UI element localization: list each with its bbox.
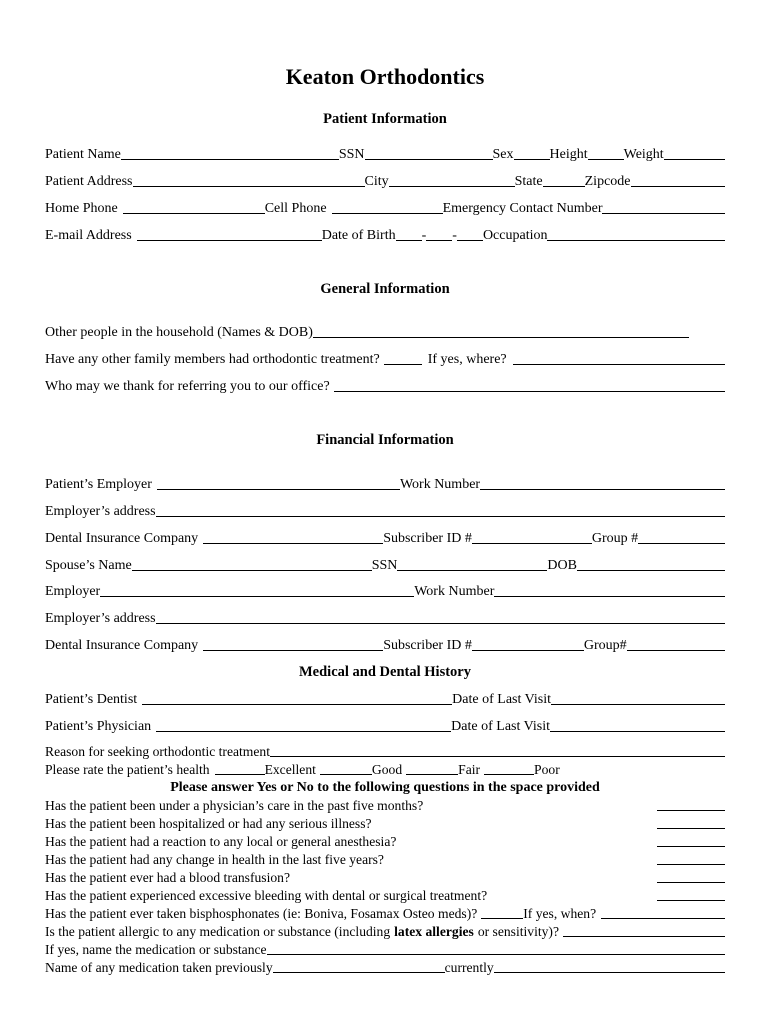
household-field[interactable] (313, 337, 689, 338)
row-rate-health (45, 761, 725, 779)
group-field[interactable] (638, 543, 725, 544)
fair-label: Fair (458, 762, 481, 777)
spouse-group-label: Group# (583, 638, 627, 653)
currently-field[interactable] (494, 972, 725, 973)
if-yes-where-field[interactable] (513, 364, 725, 365)
question-answer-field[interactable] (657, 846, 725, 847)
prev-medication-label: Name of any medication taken previously (45, 960, 273, 975)
spouse-subscriber-id-field[interactable] (472, 650, 584, 651)
household-label: Other people in the household (Names & DOB) (45, 325, 313, 340)
row-spouse (45, 555, 725, 575)
question-row (45, 797, 725, 815)
weight-label: Weight (623, 147, 664, 162)
if-yes-where-label: If yes, where? (427, 352, 507, 367)
section-heading-medical: Medical and Dental History (299, 664, 471, 680)
spouse-name-field[interactable] (132, 570, 372, 571)
physician-label: Patient’s Physician (45, 719, 152, 734)
dentist-field[interactable] (142, 704, 452, 705)
reason-field[interactable] (270, 756, 725, 757)
employer-address-field[interactable] (156, 516, 725, 517)
city-field[interactable] (389, 186, 515, 187)
dob-separator: - (452, 228, 457, 243)
spouse-work-number-label: Work Number (414, 584, 495, 599)
spouse-insurance-label: Dental Insurance Company (45, 638, 199, 653)
question-row (45, 833, 725, 851)
question-label: Has the patient had a reaction to any local or general anesthesia? (45, 834, 397, 849)
spouse-subscriber-id-label: Subscriber ID # (383, 638, 472, 653)
spouse-insurance-field[interactable] (203, 650, 383, 651)
patient-address-field[interactable] (133, 186, 365, 187)
insurance-label: Dental Insurance Company (45, 531, 199, 546)
fair-field[interactable] (406, 774, 458, 775)
spouse-group-field[interactable] (627, 650, 725, 651)
question-label: Has the patient experienced excessive bleeding with dental or surgical treatment? (45, 888, 488, 903)
insurance-field[interactable] (203, 543, 383, 544)
sex-label: Sex (492, 147, 514, 162)
dentist-label: Patient’s Dentist (45, 692, 138, 707)
section-heading-general: General Information (320, 281, 450, 297)
subscriber-id-label: Subscriber ID # (383, 531, 472, 546)
emergency-contact-field[interactable] (602, 213, 725, 214)
allergy-label-end: or sensitivity)? (477, 924, 559, 939)
if-yes-name-label: If yes, name the medication or substance (45, 942, 267, 957)
row-bisphosphonates (45, 905, 725, 923)
email-label: E-mail Address (45, 228, 132, 243)
referral-label: Who may we thank for referring you to our office? (45, 379, 330, 394)
work-number-label: Work Number (399, 477, 481, 492)
sex-field[interactable] (514, 159, 550, 160)
zipcode-label: Zipcode (584, 174, 631, 189)
email-field[interactable] (137, 240, 322, 241)
home-phone-field[interactable] (123, 213, 265, 214)
row-insurance (45, 528, 725, 548)
if-yes-name-field[interactable] (267, 954, 725, 955)
weight-field[interactable] (664, 159, 725, 160)
question-answer-field[interactable] (657, 810, 725, 811)
ssn-label: SSN (338, 147, 365, 162)
row-phones (45, 198, 725, 218)
row-spouse-employer (45, 581, 725, 601)
prev-medication-field[interactable] (273, 972, 445, 973)
cell-phone-label: Cell Phone (264, 201, 327, 216)
row-household (45, 322, 725, 342)
row-employer (45, 474, 725, 494)
spouse-ssn-label: SSN (371, 558, 398, 573)
excellent-field[interactable] (215, 774, 265, 775)
patient-address-label: Patient Address (45, 174, 133, 189)
row-physician (45, 716, 725, 736)
row-patient-name (45, 144, 725, 164)
employer-field[interactable] (157, 489, 400, 490)
spouse-work-number-field[interactable] (494, 596, 725, 597)
question-answer-field[interactable] (657, 882, 725, 883)
emergency-contact-label: Emergency Contact Number (442, 201, 603, 216)
zipcode-field[interactable] (631, 186, 726, 187)
latex-allergies-label: latex allergies (394, 924, 474, 939)
spouse-dob-label: DOB (547, 558, 577, 573)
spouse-employer-label: Employer (45, 584, 101, 599)
row-spouse-employer-address (45, 608, 725, 628)
currently-label: currently (444, 960, 494, 975)
cell-phone-field[interactable] (332, 213, 443, 214)
work-number-field[interactable] (480, 489, 725, 490)
row-allergy (45, 923, 725, 941)
reason-label: Reason for seeking orthodontic treatment (45, 744, 270, 759)
section-heading-patient: Patient Information (323, 111, 447, 127)
good-label: Good (371, 762, 403, 777)
dentist-last-visit-label: Date of Last Visit (452, 692, 551, 707)
family-ortho-field[interactable] (384, 364, 422, 365)
patient-name-label: Patient Name (45, 147, 121, 162)
ssn-field[interactable] (365, 159, 493, 160)
rate-health-label: Please rate the patient’s health (45, 762, 210, 777)
poor-label: Poor (534, 762, 560, 777)
question-label: Has the patient been hospitalized or had any serious illness? (45, 816, 372, 831)
spouse-employer-field[interactable] (100, 596, 414, 597)
row-employer-address (45, 501, 725, 521)
city-label: City (364, 174, 389, 189)
row-patient-address (45, 171, 725, 191)
spouse-employer-address-label: Employer’s address (45, 611, 156, 626)
employer-label: Patient’s Employer (45, 477, 152, 492)
dob-month-field[interactable] (396, 240, 422, 241)
question-row (45, 815, 725, 833)
physician-last-visit-label: Date of Last Visit (451, 719, 550, 734)
bisphosphonates-label: Has the patient ever taken bisphosphonates (ie: Boniva, Fosamax Osteo meds)? (45, 906, 478, 921)
home-phone-label: Home Phone (45, 201, 118, 216)
dob-year-field[interactable] (457, 240, 483, 241)
row-email-dob (45, 225, 725, 245)
height-label: Height (549, 147, 588, 162)
subscriber-id-field[interactable] (472, 543, 592, 544)
row-reason (45, 743, 725, 761)
yes-no-instruction: Please answer Yes or No to the following questions in the space provided (170, 780, 600, 795)
question-row (45, 887, 725, 905)
employer-address-label: Employer’s address (45, 504, 156, 519)
form-title: Keaton Orthodontics (285, 64, 485, 89)
state-field[interactable] (543, 186, 585, 187)
if-yes-when-field[interactable] (601, 918, 725, 919)
question-answer-field[interactable] (657, 828, 725, 829)
occupation-field[interactable] (547, 240, 725, 241)
bisphosphonates-field[interactable] (481, 918, 523, 919)
physician-field[interactable] (156, 731, 451, 732)
question-label: Has the patient had any change in health in the last five years? (45, 852, 384, 867)
excellent-label: Excellent (264, 762, 316, 777)
referral-field[interactable] (334, 391, 725, 392)
question-label: Has the patient ever had a blood transfusion? (45, 870, 290, 885)
row-prev-medication (45, 959, 725, 977)
row-referral (45, 376, 725, 396)
allergy-field[interactable] (563, 936, 725, 937)
spouse-name-label: Spouse’s Name (45, 558, 132, 573)
patient-name-field[interactable] (121, 159, 339, 160)
row-dentist (45, 689, 725, 709)
row-family-ortho (45, 349, 725, 369)
poor-field[interactable] (484, 774, 534, 775)
dob-separator: - (421, 228, 427, 243)
spouse-employer-address-field[interactable] (156, 623, 725, 624)
height-field[interactable] (588, 159, 624, 160)
dentist-last-visit-field[interactable] (551, 704, 725, 705)
family-ortho-label: Have any other family members had orthodontic treatment? (45, 352, 380, 367)
dob-day-field[interactable] (426, 240, 452, 241)
if-yes-when-label: If yes, when? (523, 906, 597, 921)
question-answer-field[interactable] (657, 864, 725, 865)
state-label: State (514, 174, 543, 189)
spouse-dob-field[interactable] (577, 570, 725, 571)
good-field[interactable] (320, 774, 372, 775)
question-label: Has the patient been under a physician’s care in the past five months? (45, 798, 424, 813)
dob-label: Date of Birth (321, 228, 396, 243)
row-spouse-insurance (45, 635, 725, 655)
allergy-label: Is the patient allergic to any medication or substance (including (45, 924, 391, 939)
group-label: Group # (591, 531, 639, 546)
question-answer-field[interactable] (657, 900, 725, 901)
physician-last-visit-field[interactable] (550, 731, 725, 732)
question-row (45, 851, 725, 869)
row-if-yes-name (45, 941, 725, 959)
spouse-ssn-field[interactable] (397, 570, 547, 571)
occupation-label: Occupation (482, 228, 548, 243)
question-row (45, 869, 725, 887)
section-heading-financial: Financial Information (316, 432, 454, 448)
